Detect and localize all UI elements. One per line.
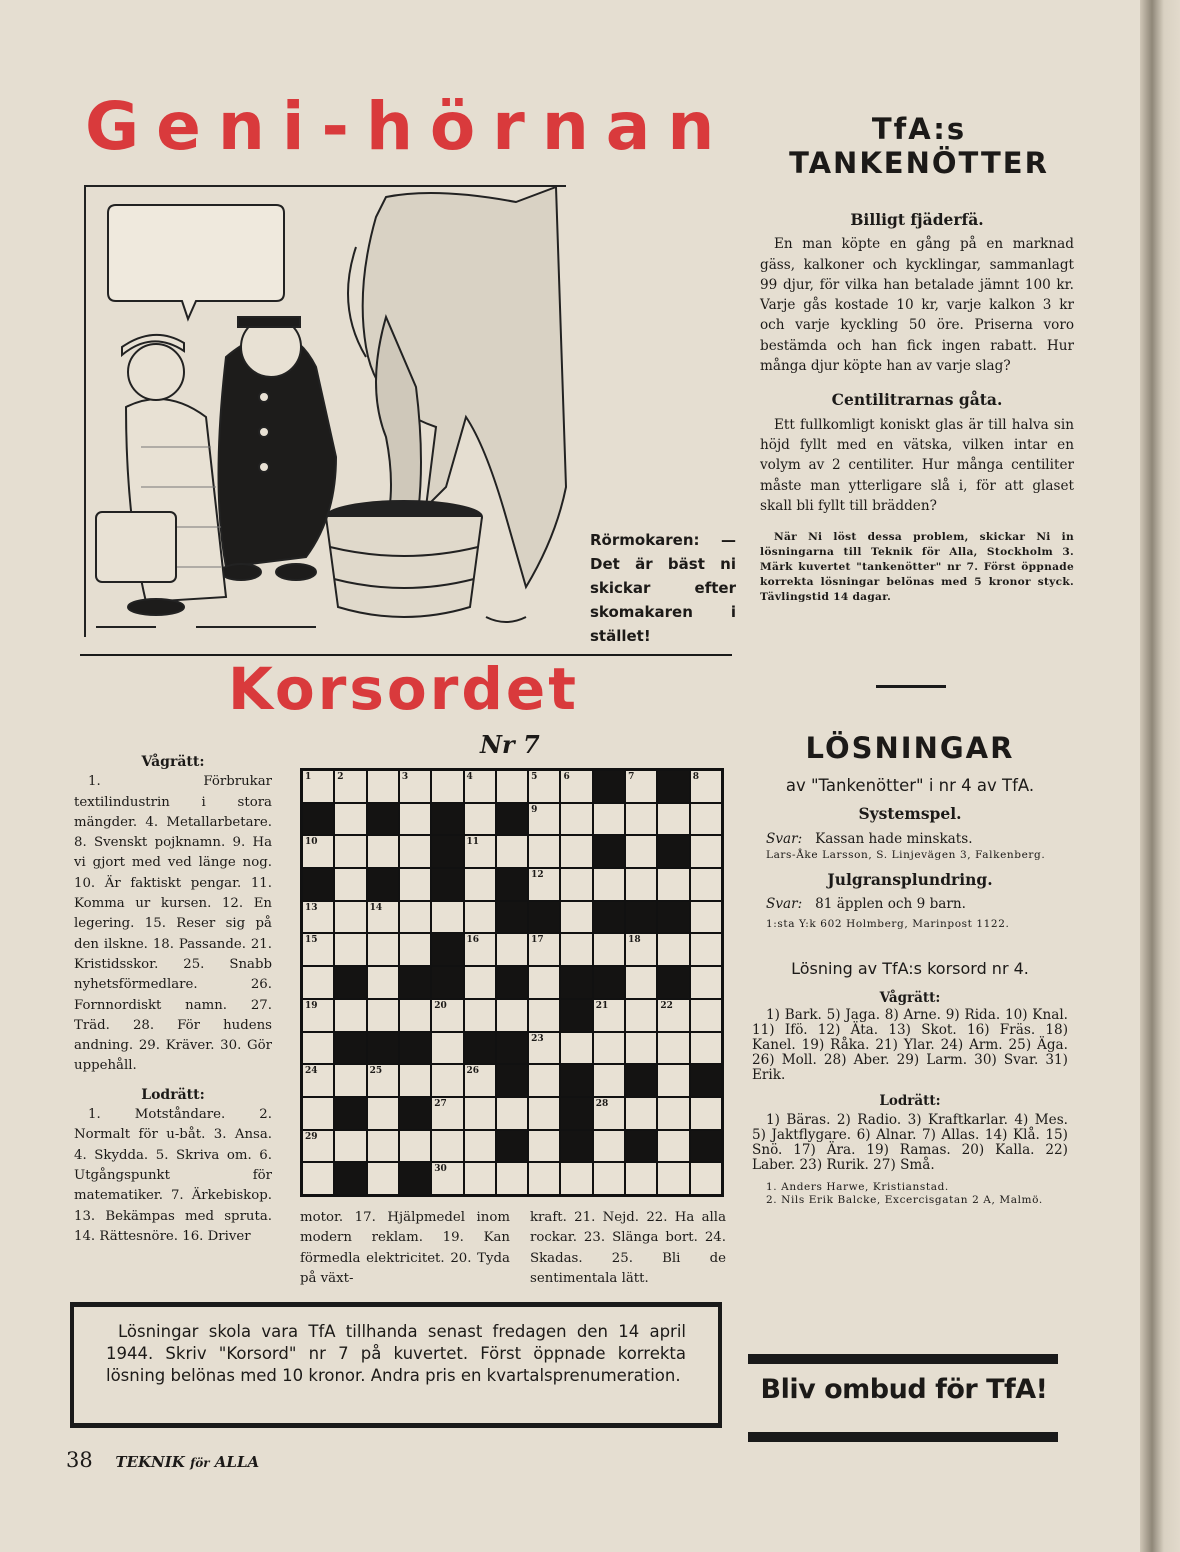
k-down-solution: 1) Bäras. 2) Radio. 3) Kraftkarlar. 4) Mes. 5) Jaktflygare. 6) Alnar. 7) Allas. 14) Klå. 15) Snö. 17) Ära. 19) Ramas. 20) Kalla. 22) Laber. 23) Rurik. 27) Små. bbox=[752, 1112, 1068, 1174]
crossword-cell[interactable] bbox=[594, 1131, 624, 1162]
julgran-title: Julgransplundring. bbox=[827, 869, 993, 889]
crossword-cell[interactable]: 10 bbox=[303, 836, 333, 867]
problem-2-text: Ett fullkomligt koniskt glas är till halva sin höjd fyllt med en vätska, vilken intar en volym av 2 centiliter. Hur många centiliter måste man ytterligare slå i, för att glaset skall bli fyllt till brädden? bbox=[760, 416, 1074, 514]
tankenotter-title-1: TfA:s bbox=[871, 112, 967, 146]
crossword-cell[interactable] bbox=[497, 1000, 527, 1031]
crossword-cell[interactable] bbox=[497, 1163, 527, 1194]
crossword-cell[interactable] bbox=[368, 967, 398, 998]
crossword-cell[interactable] bbox=[561, 804, 591, 835]
across-title: Vågrätt: bbox=[141, 754, 205, 770]
crossword-cell[interactable]: 12 bbox=[529, 869, 559, 900]
across-clues: 1. Förbrukar textilindustrin i stora mängder. 4. Metallarbetare. 8. Svenskt pojknamn. 9. Ha vi gjort med ved länge nog. 10. Är faktiskt pengar. 11. Komma ur kursen. 12. En legering. 15. Reser sig på den ilskne. 18. Passande. 21. Kristidsskor. 25. Snabb nyhetsförmedlare. 26. Fornnordiskt namn. 27. Träd. 28. För hudens andning. 29. Kräver. 30. Gör uppehåll. bbox=[74, 774, 272, 1074]
crossword-cell[interactable]: 29 bbox=[303, 1131, 333, 1162]
crossword-cell[interactable] bbox=[432, 902, 462, 933]
crossword-cell[interactable] bbox=[626, 967, 656, 998]
systemspel-answer: Kassan hade minskats. bbox=[815, 830, 973, 847]
crossword-black-cell bbox=[658, 967, 688, 998]
crossword-cell[interactable]: 11 bbox=[465, 836, 495, 867]
crossword-cell[interactable]: 6 bbox=[561, 771, 591, 802]
magazine-name-2: för bbox=[190, 1456, 210, 1470]
crossword-cell[interactable] bbox=[465, 1098, 495, 1129]
crossword-cell[interactable] bbox=[594, 1065, 624, 1096]
crossword-cell[interactable] bbox=[658, 1033, 688, 1064]
magazine-name-3: ALLA bbox=[214, 1453, 260, 1471]
crossword-cell[interactable] bbox=[658, 1163, 688, 1194]
crossword-cell[interactable]: 4 bbox=[465, 771, 495, 802]
crossword-black-cell bbox=[497, 1033, 527, 1064]
crossword-black-cell bbox=[594, 771, 624, 802]
crossword-black-cell bbox=[432, 836, 462, 867]
crossword-cell[interactable]: 15 bbox=[303, 934, 333, 965]
crossword-cell[interactable] bbox=[561, 934, 591, 965]
crossword-black-cell bbox=[561, 1098, 591, 1129]
crossword-cell[interactable] bbox=[691, 869, 721, 900]
winner-1: 1. Anders Harwe, Kristianstad. bbox=[766, 1181, 949, 1194]
crossword-black-cell bbox=[626, 902, 656, 933]
crossword-black-cell bbox=[335, 1098, 365, 1129]
crossword-cell[interactable] bbox=[594, 869, 624, 900]
crossword-cell[interactable] bbox=[400, 1000, 430, 1031]
julgran-answer: 81 äpplen och 9 barn. bbox=[815, 896, 966, 913]
crossword-cell[interactable] bbox=[368, 771, 398, 802]
crossword-cell[interactable] bbox=[691, 1098, 721, 1129]
short-rule bbox=[876, 685, 946, 688]
crossword-black-cell bbox=[497, 804, 527, 835]
page-number: 38 bbox=[66, 1448, 93, 1472]
crossword-cell[interactable] bbox=[465, 967, 495, 998]
crossword-black-cell bbox=[497, 1065, 527, 1096]
crossword-cell[interactable] bbox=[497, 934, 527, 965]
crossword-black-cell bbox=[561, 1000, 591, 1031]
crossword-cell[interactable] bbox=[691, 804, 721, 835]
crossword-cell[interactable]: 2 bbox=[335, 771, 365, 802]
ombud-text: Bliv ombud för TfA! bbox=[760, 1374, 1048, 1405]
crossword-cell[interactable] bbox=[335, 804, 365, 835]
losningar-subtitle: av "Tankenötter" i nr 4 av TfA. bbox=[785, 776, 1035, 795]
crossword-clues-left bbox=[74, 752, 272, 1247]
crossword-black-cell bbox=[561, 1131, 591, 1162]
crossword-black-cell bbox=[335, 967, 365, 998]
crossword-cell[interactable]: 26 bbox=[465, 1065, 495, 1096]
crossword-cell[interactable] bbox=[594, 1033, 624, 1064]
crossword-cell[interactable] bbox=[561, 869, 591, 900]
crossword-black-cell bbox=[400, 1098, 430, 1129]
crossword-cell[interactable] bbox=[561, 1163, 591, 1194]
crossword-cell[interactable]: 21 bbox=[594, 1000, 624, 1031]
crossword-black-cell bbox=[368, 869, 398, 900]
k-across-solution: 1) Bark. 5) Jaga. 8) Arne. 9) Rida. 10) Knal. 11) Ifö. 12) Äta. 13) Skot. 16) Fräs. 18) Kanel. 19) Råka. 21) Ylar. 24) Arm. 25) Äga. 26) Moll. 28) Aber. 29) Larm. 30) Svar. 31) Erik. bbox=[752, 1007, 1068, 1084]
crossword-cell[interactable] bbox=[400, 836, 430, 867]
down-title: Lodrätt: bbox=[141, 1086, 205, 1103]
crossword-black-cell bbox=[691, 1131, 721, 1162]
crossword-cell[interactable]: 17 bbox=[529, 934, 559, 965]
crossword-cell[interactable]: 23 bbox=[529, 1033, 559, 1064]
cartoon-caption: Rörmokaren: — Det är bäst ni skickar efter skomakaren i stället! bbox=[590, 531, 736, 645]
crossword-cell[interactable] bbox=[335, 836, 365, 867]
problem-1-text: En man köpte en gång på en marknad gäss, kalkoner och kycklingar, sammanlagt 99 djur, för vilka han betalade jämnt 100 kr. Varje gås kostade 10 kr, varje kalkon 3 kr och varje kyckling 50 öre. Priserna voro bestämda och han fick ingen rabatt. Hur många djur köpte han av varje slag? bbox=[760, 236, 1074, 375]
svar-label: Svar: bbox=[766, 830, 803, 847]
geni-hornan-title: Geni-hörnan bbox=[85, 88, 732, 165]
crossword-cell[interactable] bbox=[303, 1098, 333, 1129]
crossword-black-cell bbox=[335, 1163, 365, 1194]
crossword-cell[interactable] bbox=[497, 771, 527, 802]
page-gutter bbox=[1140, 0, 1180, 1552]
crossword-cell[interactable] bbox=[691, 836, 721, 867]
crossword-black-cell bbox=[400, 967, 430, 998]
crossword-cell[interactable] bbox=[465, 1000, 495, 1031]
crossword-black-cell bbox=[432, 934, 462, 965]
crossword-cell[interactable] bbox=[400, 869, 430, 900]
crossword-cell[interactable] bbox=[658, 934, 688, 965]
floor-lines bbox=[96, 617, 526, 627]
crossword-cell[interactable] bbox=[529, 836, 559, 867]
crossword-black-cell bbox=[594, 836, 624, 867]
crossword-cell[interactable]: 7 bbox=[626, 771, 656, 802]
crossword-black-cell bbox=[658, 771, 688, 802]
down-clues-2: motor. 17. Hjälpmedel inom modern reklam. 19. Kan förmedla elektricitet. 20. Tyda på växt- bbox=[300, 1210, 510, 1286]
crossword-cell[interactable] bbox=[465, 804, 495, 835]
crossword-cell[interactable]: 24 bbox=[303, 1065, 333, 1096]
crossword-black-cell bbox=[561, 967, 591, 998]
crossword-number: Nr 7 bbox=[480, 730, 540, 759]
korsordet-title: Korsordet bbox=[228, 655, 579, 723]
svar-label: Svar: bbox=[766, 896, 803, 913]
crossword-black-cell bbox=[465, 1033, 495, 1064]
crossword-grid bbox=[300, 768, 724, 1197]
deadline-box bbox=[70, 1302, 722, 1428]
korsord-solution-title: Lösning av TfA:s korsord nr 4. bbox=[791, 959, 1029, 979]
crossword-cell[interactable] bbox=[529, 1131, 559, 1162]
crossword-cell[interactable]: 9 bbox=[529, 804, 559, 835]
crossword-cell[interactable] bbox=[561, 902, 591, 933]
crossword-cell[interactable] bbox=[626, 836, 656, 867]
crossword-black-cell bbox=[497, 902, 527, 933]
crossword-cell[interactable] bbox=[658, 1065, 688, 1096]
crossword-cell[interactable] bbox=[529, 1065, 559, 1096]
tankenotter-section bbox=[760, 204, 1074, 605]
crossword-cell[interactable] bbox=[497, 836, 527, 867]
tankenotter-instructions: När Ni löst dessa problem, skickar Ni in lösningarna till Teknik för Alla, Stockholm 3. Märk kuvertet "tankenötter" nr 7. Först öppnade korrekta lösningar belönas med 5 kronor styck. Tävlingstid 14 dagar. bbox=[760, 531, 1074, 604]
problem-1-title: Billigt fjäderfä. bbox=[850, 210, 984, 229]
crossword-cell[interactable] bbox=[400, 1065, 430, 1096]
crossword-black-cell bbox=[529, 902, 559, 933]
crossword-cell[interactable] bbox=[561, 1033, 591, 1064]
crossword-cell[interactable] bbox=[432, 1131, 462, 1162]
crossword-black-cell bbox=[658, 902, 688, 933]
crossword-black-cell bbox=[432, 869, 462, 900]
crossword-cell[interactable] bbox=[335, 1000, 365, 1031]
crossword-black-cell bbox=[497, 967, 527, 998]
crossword-cell[interactable] bbox=[626, 1033, 656, 1064]
crossword-cell[interactable]: 16 bbox=[465, 934, 495, 965]
crossword-black-cell bbox=[368, 1033, 398, 1064]
crossword-cell[interactable] bbox=[400, 934, 430, 965]
down-clues-3: kraft. 21. Nejd. 22. Ha alla rockar. 23. Slänga bort. 24. Skadas. 25. Bli de sentimentala lätt. bbox=[530, 1210, 726, 1286]
crossword-cell[interactable] bbox=[658, 869, 688, 900]
crossword-black-cell bbox=[400, 1033, 430, 1064]
crossword-cell[interactable] bbox=[432, 1033, 462, 1064]
crossword-black-cell bbox=[594, 967, 624, 998]
crossword-cell[interactable] bbox=[303, 967, 333, 998]
crossword-cell[interactable] bbox=[335, 1065, 365, 1096]
crossword-cell[interactable] bbox=[529, 1000, 559, 1031]
crossword-cell[interactable]: 27 bbox=[432, 1098, 462, 1129]
crossword-black-cell bbox=[626, 1065, 656, 1096]
wash-tub bbox=[326, 501, 482, 617]
crossword-black-cell bbox=[303, 869, 333, 900]
crossword-cell[interactable]: 3 bbox=[400, 771, 430, 802]
crossword-cell[interactable] bbox=[432, 1065, 462, 1096]
crossword-cell[interactable]: 19 bbox=[303, 1000, 333, 1031]
crossword-black-cell bbox=[368, 804, 398, 835]
crossword-cell[interactable]: 14 bbox=[368, 902, 398, 933]
crossword-black-cell bbox=[497, 1131, 527, 1162]
crossword-cell[interactable] bbox=[303, 1033, 333, 1064]
magazine-name-1: TEKNIK bbox=[115, 1453, 185, 1471]
page-footer bbox=[66, 1448, 259, 1472]
julgran-winner: 1:sta Y:k 602 Holmberg, Marinpost 1122. bbox=[766, 918, 1010, 931]
crossword-black-cell bbox=[626, 1131, 656, 1162]
crossword-cell[interactable] bbox=[335, 1131, 365, 1162]
crossword-cell[interactable] bbox=[594, 1163, 624, 1194]
crossword-black-cell bbox=[658, 836, 688, 867]
deadline-text: Lösningar skola vara TfA tillhanda senast fredagen den 14 april 1944. Skriv "Korsord" nr 7 på kuvertet. Först öppnade korrekta lösning belönas med 10 kronor. Andra pris en kvartalsprenumeration. bbox=[106, 1322, 686, 1385]
crossword-cell[interactable] bbox=[594, 804, 624, 835]
crossword-black-cell bbox=[432, 804, 462, 835]
crossword-cell[interactable] bbox=[432, 771, 462, 802]
crossword-cell[interactable]: 1 bbox=[303, 771, 333, 802]
down-clues-1: 1. Motståndare. 2. Normalt för u-båt. 3. Ansa. 4. Skydda. 5. Skriva om. 6. Utgångspunkt för matematiker. 7. Ärkebiskop. 13. Bekämpas med spruta. 14. Rättesnöre. 16. Driver bbox=[74, 1107, 272, 1244]
crossword-cell[interactable]: 20 bbox=[432, 1000, 462, 1031]
crossword-cell[interactable] bbox=[626, 1000, 656, 1031]
crossword-cell[interactable] bbox=[691, 902, 721, 933]
crossword-cell[interactable] bbox=[658, 1131, 688, 1162]
crossword-cell[interactable] bbox=[691, 934, 721, 965]
crossword-black-cell bbox=[432, 967, 462, 998]
crossword-cell[interactable] bbox=[691, 1000, 721, 1031]
crossword-cell[interactable] bbox=[368, 934, 398, 965]
crossword-cell[interactable]: 13 bbox=[303, 902, 333, 933]
crossword-cell[interactable] bbox=[465, 902, 495, 933]
crossword-black-cell bbox=[561, 1065, 591, 1096]
crossword-cell[interactable] bbox=[497, 1098, 527, 1129]
crossword-cell[interactable] bbox=[368, 1000, 398, 1031]
crossword-cell[interactable] bbox=[335, 902, 365, 933]
crossword-cell[interactable] bbox=[465, 1131, 495, 1162]
crossword-cell[interactable] bbox=[465, 869, 495, 900]
crossword-cell[interactable] bbox=[626, 804, 656, 835]
crossword-cell[interactable] bbox=[335, 934, 365, 965]
crossword-cell[interactable] bbox=[626, 1098, 656, 1129]
crossword-cell[interactable] bbox=[465, 1163, 495, 1194]
crossword-cell[interactable] bbox=[529, 1163, 559, 1194]
crossword-cell[interactable] bbox=[658, 804, 688, 835]
crossword-cell[interactable] bbox=[368, 1098, 398, 1129]
crossword-cell[interactable] bbox=[368, 836, 398, 867]
tankenotter-title bbox=[760, 112, 1078, 180]
crossword-black-cell bbox=[400, 1163, 430, 1194]
ombud-rule-top bbox=[748, 1354, 1058, 1364]
speech-bubble bbox=[108, 205, 284, 319]
tankenotter-title-2: TANKENÖTTER bbox=[789, 146, 1049, 180]
losningar-section bbox=[752, 730, 1068, 1207]
crossword-cell[interactable] bbox=[691, 1163, 721, 1194]
crossword-cell[interactable] bbox=[626, 869, 656, 900]
crossword-black-cell bbox=[303, 804, 333, 835]
crossword-cell[interactable] bbox=[594, 934, 624, 965]
crossword-black-cell bbox=[691, 1065, 721, 1096]
crossword-cell[interactable] bbox=[561, 836, 591, 867]
crossword-black-cell bbox=[497, 869, 527, 900]
crossword-cell[interactable] bbox=[368, 1131, 398, 1162]
crossword-cell[interactable] bbox=[691, 1033, 721, 1064]
crossword-black-cell bbox=[594, 902, 624, 933]
crossword-cell[interactable] bbox=[626, 1163, 656, 1194]
crossword-cell[interactable] bbox=[303, 1163, 333, 1194]
losningar-title: LÖSNINGAR bbox=[805, 731, 1015, 765]
crossword-cell[interactable]: 28 bbox=[594, 1098, 624, 1129]
cartoon-illustration bbox=[84, 185, 566, 637]
crossword-cell[interactable] bbox=[400, 1131, 430, 1162]
crossword-black-cell bbox=[335, 1033, 365, 1064]
k-down-title: Lodrätt: bbox=[879, 1093, 941, 1110]
magazine-name bbox=[115, 1453, 259, 1471]
crossword-cell[interactable]: 30 bbox=[432, 1163, 462, 1194]
crossword-cell[interactable] bbox=[658, 1098, 688, 1129]
problem-2-title: Centilitrarnas gåta. bbox=[831, 390, 1003, 410]
k-across-title: Vågrätt: bbox=[879, 989, 941, 1006]
crossword-cell[interactable]: 8 bbox=[691, 771, 721, 802]
crossword-cell[interactable]: 5 bbox=[529, 771, 559, 802]
crossword-cell[interactable]: 25 bbox=[368, 1065, 398, 1096]
crossword-cell[interactable] bbox=[529, 1098, 559, 1129]
crossword-cell[interactable]: 22 bbox=[658, 1000, 688, 1031]
crossword-cell[interactable] bbox=[691, 967, 721, 998]
ombud-rule-bottom bbox=[748, 1432, 1058, 1442]
crossword-cell[interactable] bbox=[400, 902, 430, 933]
policeman-figure bbox=[219, 317, 337, 580]
systemspel-winner: Lars-Åke Larsson, S. Linjevägen 3, Falkenberg. bbox=[766, 848, 1046, 861]
systemspel-title: Systemspel. bbox=[858, 804, 962, 824]
plumber-figure bbox=[96, 335, 226, 615]
crossword-cell[interactable]: 18 bbox=[626, 934, 656, 965]
crossword-cell[interactable] bbox=[400, 804, 430, 835]
crossword-cell[interactable] bbox=[368, 1163, 398, 1194]
crossword-cell[interactable] bbox=[529, 967, 559, 998]
crossword-cell[interactable] bbox=[335, 869, 365, 900]
winner-2: 2. Nils Erik Balcke, Excercisgatan 2 A, Malmö. bbox=[766, 1194, 1043, 1207]
